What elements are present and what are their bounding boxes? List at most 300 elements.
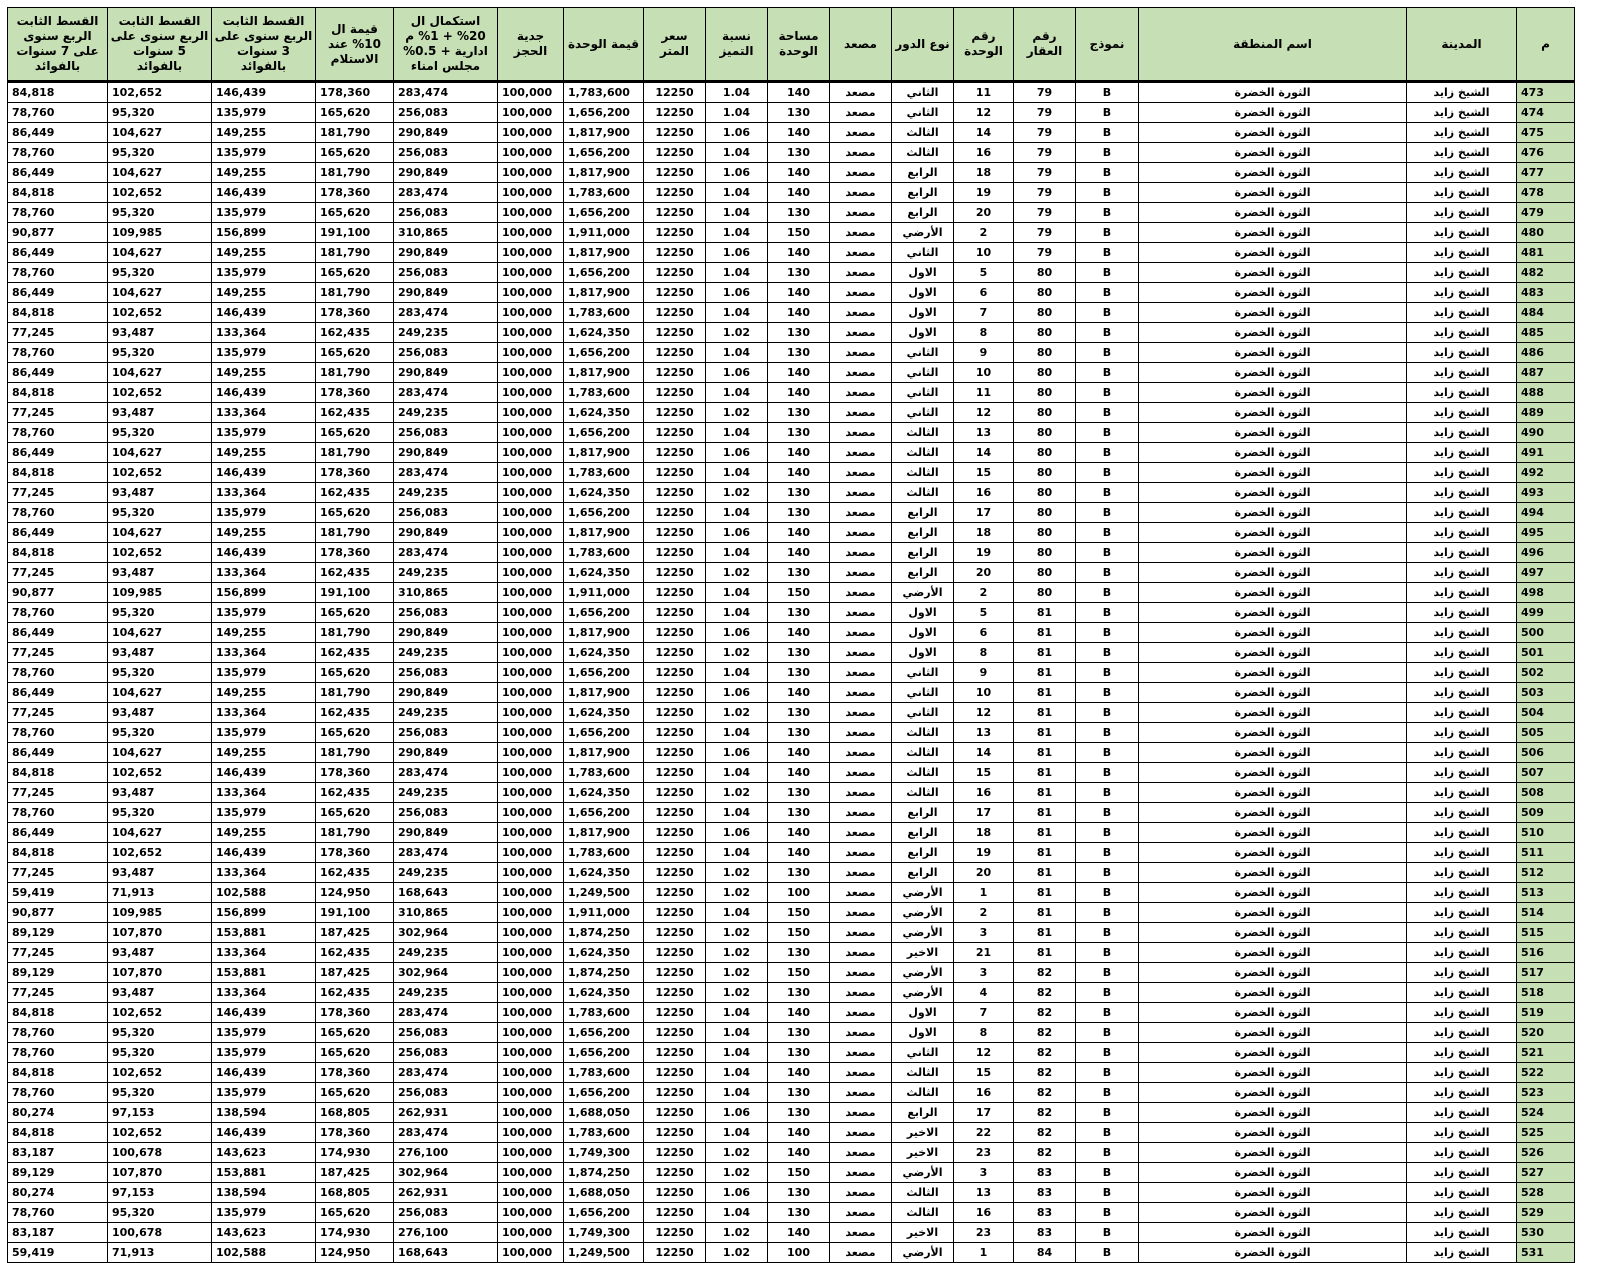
table-row	[8, 803, 1575, 823]
cell-area-name: الثورة الخضرة	[1139, 1223, 1407, 1243]
cell-installment-5y: 93,487	[108, 323, 212, 343]
cell-meter-price: 12250	[644, 923, 706, 943]
cell-installment-7y: 78,760	[8, 1203, 108, 1223]
cell-installment-5y: 95,320	[108, 203, 212, 223]
cell-booking-deposit: 100,000	[498, 323, 564, 343]
cell-property-number: 79	[1014, 183, 1076, 203]
cell-city: الشيخ زايد	[1407, 363, 1517, 383]
table-row	[8, 983, 1575, 1003]
cell-model: B	[1076, 743, 1139, 763]
cell-city: الشيخ زايد	[1407, 343, 1517, 363]
cell-premium-ratio: 1.04	[706, 803, 768, 823]
cell-meter-price: 12250	[644, 1083, 706, 1103]
cell-installment-5y: 93,487	[108, 563, 212, 583]
cell-area-name: الثورة الخضرة	[1139, 603, 1407, 623]
cell-premium-ratio: 1.02	[706, 643, 768, 663]
cell-city: الشيخ زايد	[1407, 1183, 1517, 1203]
cell-unit-area: 130	[768, 483, 830, 503]
cell-unit-number: 6	[954, 283, 1014, 303]
cell-row-index: 498	[1517, 583, 1575, 603]
cell-floor-type: الاخير	[892, 1223, 954, 1243]
cell-floor-type: الأرضي	[892, 923, 954, 943]
cell-unit-number: 16	[954, 1083, 1014, 1103]
cell-city: الشيخ زايد	[1407, 523, 1517, 543]
cell-completion-20: 290,849	[394, 683, 498, 703]
cell-unit-number: 14	[954, 123, 1014, 143]
cell-unit-number: 6	[954, 623, 1014, 643]
cell-unit-number: 2	[954, 583, 1014, 603]
cell-meter-price: 12250	[644, 1023, 706, 1043]
cell-unit-number: 12	[954, 703, 1014, 723]
cell-unit-number: 4	[954, 983, 1014, 1003]
cell-floor-type: الثالث	[892, 763, 954, 783]
cell-area-name: الثورة الخضرة	[1139, 823, 1407, 843]
cell-property-number: 80	[1014, 503, 1076, 523]
cell-model: B	[1076, 783, 1139, 803]
cell-installment-5y: 104,627	[108, 743, 212, 763]
cell-floor-type: الرابع	[892, 1103, 954, 1123]
cell-elevator: مصعد	[830, 1203, 892, 1223]
cell-property-number: 82	[1014, 1083, 1076, 1103]
cell-area-name: الثورة الخضرة	[1139, 983, 1407, 1003]
cell-floor-type: الاول	[892, 283, 954, 303]
cell-installment-3y: 153,881	[212, 923, 316, 943]
table-row	[8, 163, 1575, 183]
cell-city: الشيخ زايد	[1407, 1223, 1517, 1243]
cell-row-index: 487	[1517, 363, 1575, 383]
cell-property-number: 84	[1014, 1243, 1076, 1263]
header-model: نموذج	[1076, 8, 1139, 82]
cell-installment-5y: 102,652	[108, 82, 212, 103]
cell-city: الشيخ زايد	[1407, 763, 1517, 783]
cell-installment-5y: 104,627	[108, 163, 212, 183]
cell-booking-deposit: 100,000	[498, 783, 564, 803]
cell-installment-5y: 104,627	[108, 363, 212, 383]
cell-installment-3y: 146,439	[212, 82, 316, 103]
cell-installment-5y: 107,870	[108, 923, 212, 943]
cell-unit-number: 19	[954, 543, 1014, 563]
cell-installment-3y: 149,255	[212, 683, 316, 703]
cell-installment-5y: 100,678	[108, 1143, 212, 1163]
cell-installment-5y: 104,627	[108, 283, 212, 303]
cell-installment-7y: 59,419	[8, 1243, 108, 1263]
cell-completion-20: 256,083	[394, 103, 498, 123]
cell-unit-area: 140	[768, 363, 830, 383]
cell-model: B	[1076, 843, 1139, 863]
cell-meter-price: 12250	[644, 483, 706, 503]
cell-unit-value: 1,656,200	[564, 603, 644, 623]
cell-installment-7y: 78,760	[8, 1083, 108, 1103]
cell-booking-deposit: 100,000	[498, 123, 564, 143]
cell-installment-3y: 135,979	[212, 343, 316, 363]
cell-unit-area: 130	[768, 863, 830, 883]
cell-row-index: 508	[1517, 783, 1575, 803]
header-city: المدينة	[1407, 8, 1517, 82]
cell-property-number: 79	[1014, 223, 1076, 243]
cell-unit-number: 21	[954, 943, 1014, 963]
cell-premium-ratio: 1.04	[706, 383, 768, 403]
cell-area-name: الثورة الخضرة	[1139, 82, 1407, 103]
cell-meter-price: 12250	[644, 783, 706, 803]
cell-handover-10: 162,435	[316, 483, 394, 503]
table-row	[8, 723, 1575, 743]
cell-unit-area: 130	[768, 263, 830, 283]
cell-unit-area: 140	[768, 123, 830, 143]
cell-elevator: مصعد	[830, 503, 892, 523]
cell-city: الشيخ زايد	[1407, 803, 1517, 823]
cell-row-index: 504	[1517, 703, 1575, 723]
cell-unit-area: 140	[768, 543, 830, 563]
cell-handover-10: 165,620	[316, 1023, 394, 1043]
cell-unit-value: 1,656,200	[564, 1203, 644, 1223]
cell-installment-5y: 93,487	[108, 703, 212, 723]
cell-premium-ratio: 1.02	[706, 883, 768, 903]
cell-booking-deposit: 100,000	[498, 683, 564, 703]
cell-row-index: 477	[1517, 163, 1575, 183]
cell-row-index: 506	[1517, 743, 1575, 763]
cell-meter-price: 12250	[644, 1163, 706, 1183]
cell-installment-3y: 146,439	[212, 1123, 316, 1143]
cell-installment-7y: 77,245	[8, 563, 108, 583]
cell-installment-5y: 102,652	[108, 843, 212, 863]
cell-city: الشيخ زايد	[1407, 183, 1517, 203]
cell-city: الشيخ زايد	[1407, 203, 1517, 223]
cell-handover-10: 162,435	[316, 943, 394, 963]
cell-model: B	[1076, 303, 1139, 323]
cell-floor-type: الأرضي	[892, 903, 954, 923]
cell-premium-ratio: 1.04	[706, 183, 768, 203]
cell-unit-number: 9	[954, 343, 1014, 363]
cell-row-index: 512	[1517, 863, 1575, 883]
cell-installment-7y: 86,449	[8, 683, 108, 703]
cell-handover-10: 165,620	[316, 103, 394, 123]
cell-floor-type: الرابع	[892, 503, 954, 523]
cell-meter-price: 12250	[644, 423, 706, 443]
cell-installment-5y: 109,985	[108, 903, 212, 923]
cell-booking-deposit: 100,000	[498, 383, 564, 403]
cell-floor-type: الاول	[892, 303, 954, 323]
cell-completion-20: 290,849	[394, 243, 498, 263]
cell-premium-ratio: 1.04	[706, 1203, 768, 1223]
cell-installment-7y: 86,449	[8, 443, 108, 463]
cell-premium-ratio: 1.04	[706, 223, 768, 243]
cell-meter-price: 12250	[644, 103, 706, 123]
cell-installment-5y: 102,652	[108, 303, 212, 323]
cell-installment-3y: 102,588	[212, 1243, 316, 1263]
cell-premium-ratio: 1.04	[706, 103, 768, 123]
cell-unit-area: 140	[768, 1223, 830, 1243]
cell-installment-5y: 93,487	[108, 863, 212, 883]
cell-model: B	[1076, 523, 1139, 543]
cell-installment-5y: 104,627	[108, 823, 212, 843]
cell-elevator: مصعد	[830, 523, 892, 543]
cell-installment-5y: 95,320	[108, 1043, 212, 1063]
cell-floor-type: الاخير	[892, 1143, 954, 1163]
cell-meter-price: 12250	[644, 1183, 706, 1203]
cell-unit-value: 1,624,350	[564, 643, 644, 663]
header-booking-deposit: جدية الحجز	[498, 8, 564, 82]
cell-completion-20: 168,643	[394, 883, 498, 903]
cell-floor-type: الرابع	[892, 183, 954, 203]
cell-unit-area: 140	[768, 823, 830, 843]
cell-installment-3y: 135,979	[212, 263, 316, 283]
cell-premium-ratio: 1.04	[706, 343, 768, 363]
table-row	[8, 623, 1575, 643]
cell-city: الشيخ زايد	[1407, 563, 1517, 583]
cell-completion-20: 249,235	[394, 403, 498, 423]
cell-meter-price: 12250	[644, 223, 706, 243]
table-row	[8, 543, 1575, 563]
cell-handover-10: 168,805	[316, 1183, 394, 1203]
cell-unit-area: 140	[768, 843, 830, 863]
cell-unit-value: 1,249,500	[564, 883, 644, 903]
cell-model: B	[1076, 183, 1139, 203]
cell-area-name: الثورة الخضرة	[1139, 463, 1407, 483]
table-row	[8, 643, 1575, 663]
cell-completion-20: 283,474	[394, 463, 498, 483]
cell-elevator: مصعد	[830, 323, 892, 343]
cell-booking-deposit: 100,000	[498, 283, 564, 303]
cell-booking-deposit: 100,000	[498, 543, 564, 563]
cell-installment-5y: 95,320	[108, 343, 212, 363]
cell-installment-7y: 84,818	[8, 543, 108, 563]
cell-row-index: 499	[1517, 603, 1575, 623]
cell-premium-ratio: 1.04	[706, 1043, 768, 1063]
table-row	[8, 363, 1575, 383]
cell-completion-20: 310,865	[394, 583, 498, 603]
table-row	[8, 243, 1575, 263]
cell-model: B	[1076, 943, 1139, 963]
cell-elevator: مصعد	[830, 763, 892, 783]
cell-installment-7y: 86,449	[8, 823, 108, 843]
cell-booking-deposit: 100,000	[498, 1183, 564, 1203]
cell-elevator: مصعد	[830, 423, 892, 443]
table-row	[8, 343, 1575, 363]
cell-meter-price: 12250	[644, 1063, 706, 1083]
cell-meter-price: 12250	[644, 1123, 706, 1143]
cell-booking-deposit: 100,000	[498, 983, 564, 1003]
cell-handover-10: 124,950	[316, 1243, 394, 1263]
cell-installment-5y: 95,320	[108, 1203, 212, 1223]
cell-installment-5y: 107,870	[108, 963, 212, 983]
table-row	[8, 943, 1575, 963]
cell-elevator: مصعد	[830, 183, 892, 203]
cell-unit-number: 20	[954, 863, 1014, 883]
cell-booking-deposit: 100,000	[498, 163, 564, 183]
cell-unit-value: 1,817,900	[564, 123, 644, 143]
cell-meter-price: 12250	[644, 403, 706, 423]
cell-property-number: 81	[1014, 803, 1076, 823]
cell-handover-10: 178,360	[316, 1123, 394, 1143]
cell-unit-area: 130	[768, 103, 830, 123]
cell-completion-20: 290,849	[394, 743, 498, 763]
cell-city: الشيخ زايد	[1407, 103, 1517, 123]
cell-unit-number: 15	[954, 1063, 1014, 1083]
cell-completion-20: 256,083	[394, 143, 498, 163]
cell-row-index: 476	[1517, 143, 1575, 163]
cell-handover-10: 165,620	[316, 1203, 394, 1223]
cell-row-index: 522	[1517, 1063, 1575, 1083]
cell-unit-area: 150	[768, 583, 830, 603]
cell-completion-20: 283,474	[394, 1123, 498, 1143]
cell-booking-deposit: 100,000	[498, 363, 564, 383]
cell-completion-20: 249,235	[394, 643, 498, 663]
cell-property-number: 83	[1014, 1203, 1076, 1223]
cell-city: الشيخ زايد	[1407, 303, 1517, 323]
cell-model: B	[1076, 723, 1139, 743]
cell-premium-ratio: 1.04	[706, 603, 768, 623]
cell-property-number: 82	[1014, 1043, 1076, 1063]
cell-row-index: 509	[1517, 803, 1575, 823]
cell-premium-ratio: 1.02	[706, 403, 768, 423]
cell-row-index: 513	[1517, 883, 1575, 903]
cell-premium-ratio: 1.02	[706, 983, 768, 1003]
cell-model: B	[1076, 103, 1139, 123]
cell-area-name: الثورة الخضرة	[1139, 303, 1407, 323]
cell-premium-ratio: 1.04	[706, 1063, 768, 1083]
cell-city: الشيخ زايد	[1407, 503, 1517, 523]
cell-booking-deposit: 100,000	[498, 1163, 564, 1183]
cell-meter-price: 12250	[644, 1223, 706, 1243]
cell-unit-value: 1,783,600	[564, 82, 644, 103]
cell-elevator: مصعد	[830, 163, 892, 183]
cell-city: الشيخ زايد	[1407, 1163, 1517, 1183]
cell-elevator: مصعد	[830, 983, 892, 1003]
cell-model: B	[1076, 923, 1139, 943]
cell-unit-area: 140	[768, 683, 830, 703]
cell-meter-price: 12250	[644, 623, 706, 643]
cell-unit-area: 140	[768, 443, 830, 463]
cell-unit-value: 1,783,600	[564, 543, 644, 563]
cell-area-name: الثورة الخضرة	[1139, 1003, 1407, 1023]
cell-unit-number: 1	[954, 883, 1014, 903]
cell-installment-5y: 95,320	[108, 423, 212, 443]
cell-city: الشيخ زايد	[1407, 283, 1517, 303]
cell-meter-price: 12250	[644, 283, 706, 303]
cell-booking-deposit: 100,000	[498, 1003, 564, 1023]
cell-handover-10: 162,435	[316, 783, 394, 803]
cell-installment-5y: 95,320	[108, 663, 212, 683]
cell-property-number: 80	[1014, 583, 1076, 603]
cell-installment-5y: 100,678	[108, 1223, 212, 1243]
cell-row-index: 491	[1517, 443, 1575, 463]
cell-unit-value: 1,874,250	[564, 923, 644, 943]
cell-booking-deposit: 100,000	[498, 82, 564, 103]
cell-installment-3y: 146,439	[212, 463, 316, 483]
cell-area-name: الثورة الخضرة	[1139, 1023, 1407, 1043]
cell-floor-type: الثالث	[892, 143, 954, 163]
cell-elevator: مصعد	[830, 1183, 892, 1203]
cell-installment-7y: 86,449	[8, 163, 108, 183]
cell-elevator: مصعد	[830, 343, 892, 363]
cell-elevator: مصعد	[830, 443, 892, 463]
cell-booking-deposit: 100,000	[498, 1063, 564, 1083]
cell-completion-20: 302,964	[394, 1163, 498, 1183]
cell-completion-20: 249,235	[394, 863, 498, 883]
cell-model: B	[1076, 263, 1139, 283]
cell-unit-number: 18	[954, 163, 1014, 183]
cell-installment-3y: 143,623	[212, 1223, 316, 1243]
cell-unit-area: 140	[768, 303, 830, 323]
cell-completion-20: 283,474	[394, 763, 498, 783]
cell-floor-type: الاول	[892, 263, 954, 283]
cell-premium-ratio: 1.04	[706, 843, 768, 863]
cell-city: الشيخ زايد	[1407, 643, 1517, 663]
cell-handover-10: 124,950	[316, 883, 394, 903]
cell-installment-7y: 78,760	[8, 103, 108, 123]
cell-handover-10: 178,360	[316, 763, 394, 783]
cell-unit-area: 130	[768, 563, 830, 583]
cell-area-name: الثورة الخضرة	[1139, 1243, 1407, 1263]
cell-property-number: 79	[1014, 203, 1076, 223]
cell-unit-value: 1,817,900	[564, 283, 644, 303]
cell-installment-7y: 78,760	[8, 143, 108, 163]
cell-installment-5y: 104,627	[108, 623, 212, 643]
cell-property-number: 80	[1014, 403, 1076, 423]
cell-elevator: مصعد	[830, 843, 892, 863]
cell-installment-5y: 95,320	[108, 723, 212, 743]
cell-unit-number: 15	[954, 763, 1014, 783]
cell-row-index: 500	[1517, 623, 1575, 643]
cell-installment-3y: 149,255	[212, 743, 316, 763]
cell-installment-5y: 95,320	[108, 803, 212, 823]
cell-model: B	[1076, 583, 1139, 603]
cell-unit-number: 19	[954, 843, 1014, 863]
cell-completion-20: 310,865	[394, 903, 498, 923]
cell-area-name: الثورة الخضرة	[1139, 583, 1407, 603]
cell-completion-20: 310,865	[394, 223, 498, 243]
cell-handover-10: 165,620	[316, 723, 394, 743]
units-price-table	[7, 7, 1575, 1263]
cell-area-name: الثورة الخضرة	[1139, 663, 1407, 683]
table-row	[8, 263, 1575, 283]
cell-city: الشيخ زايد	[1407, 543, 1517, 563]
cell-installment-3y: 133,364	[212, 783, 316, 803]
cell-installment-3y: 146,439	[212, 183, 316, 203]
cell-booking-deposit: 100,000	[498, 463, 564, 483]
cell-installment-7y: 86,449	[8, 623, 108, 643]
cell-elevator: مصعد	[830, 403, 892, 423]
cell-area-name: الثورة الخضرة	[1139, 143, 1407, 163]
cell-meter-price: 12250	[644, 1043, 706, 1063]
cell-floor-type: الرابع	[892, 163, 954, 183]
cell-elevator: مصعد	[830, 923, 892, 943]
cell-handover-10: 165,620	[316, 423, 394, 443]
cell-unit-number: 17	[954, 503, 1014, 523]
cell-installment-5y: 93,487	[108, 483, 212, 503]
cell-booking-deposit: 100,000	[498, 843, 564, 863]
cell-row-index: 484	[1517, 303, 1575, 323]
cell-row-index: 474	[1517, 103, 1575, 123]
cell-model: B	[1076, 543, 1139, 563]
cell-booking-deposit: 100,000	[498, 203, 564, 223]
cell-model: B	[1076, 1123, 1139, 1143]
cell-installment-3y: 135,979	[212, 103, 316, 123]
cell-city: الشيخ زايد	[1407, 923, 1517, 943]
cell-row-index: 523	[1517, 1083, 1575, 1103]
cell-city: الشيخ زايد	[1407, 1063, 1517, 1083]
table-row	[8, 1063, 1575, 1083]
cell-model: B	[1076, 1223, 1139, 1243]
cell-unit-number: 7	[954, 1003, 1014, 1023]
cell-premium-ratio: 1.04	[706, 423, 768, 443]
cell-elevator: مصعد	[830, 223, 892, 243]
cell-area-name: الثورة الخضرة	[1139, 1183, 1407, 1203]
cell-premium-ratio: 1.06	[706, 623, 768, 643]
cell-city: الشيخ زايد	[1407, 843, 1517, 863]
cell-booking-deposit: 100,000	[498, 263, 564, 283]
cell-handover-10: 181,790	[316, 123, 394, 143]
